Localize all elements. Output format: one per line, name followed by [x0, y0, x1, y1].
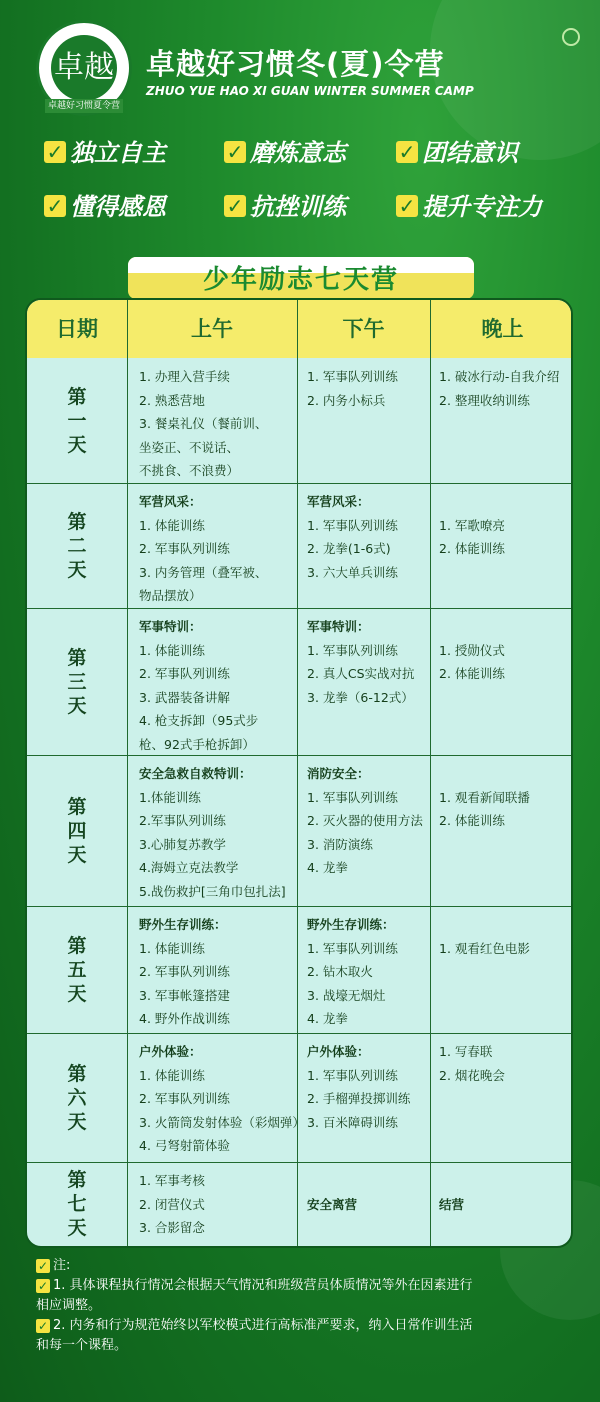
evening-cell [439, 1040, 505, 1087]
day-char: 第 [67, 1062, 87, 1085]
activity-line: 2. 军事队列训练 [139, 666, 230, 682]
header [36, 20, 576, 120]
activity-line: 2. 军事队列训练 [139, 1091, 230, 1107]
activity-line: 2. 体能训练 [439, 666, 505, 682]
activity-line: 2.军事队列训练 [139, 813, 226, 829]
morning-cell [139, 913, 230, 1031]
check-icon: ✓ [44, 195, 66, 217]
activity-line: 3.心肺复苏教学 [139, 836, 226, 852]
day-char: 天 [67, 694, 87, 717]
afternoon-cell [307, 615, 415, 709]
camp-logo [36, 20, 132, 116]
activity-line: 2. 龙拳(1-6式) [307, 541, 391, 557]
activity-line: 3. 龙拳（6-12式） [307, 689, 414, 705]
activity-line: 1. 授勋仪式 [439, 642, 505, 658]
day-char: 一 [67, 409, 87, 432]
column-divider [127, 300, 128, 1246]
day-char: 第 [67, 934, 87, 957]
activity-line: 1.体能训练 [139, 789, 201, 805]
check-icon: ✓ [396, 141, 418, 163]
activity-line [439, 913, 530, 937]
morning-cell [139, 365, 267, 483]
morning-cell [139, 762, 286, 904]
day-char: 二 [67, 534, 87, 557]
header-date: 日期 [56, 317, 98, 341]
activity-line: 1. 军事队列训练 [307, 369, 398, 384]
feature-item: ✓ 独立自主 [44, 133, 166, 168]
morning-cell [139, 1169, 205, 1240]
activity-line: 2. 军事队列训练 [139, 964, 230, 980]
activity-line: 1. 办理入营手续 [139, 369, 230, 384]
activity-line: 军营风采： [307, 494, 370, 509]
row-divider [27, 906, 573, 907]
logo-banner: 卓越好习惯夏令营 [45, 99, 123, 113]
activity-line: 结营 [439, 1196, 465, 1212]
activity-line: 4. 龙拳 [307, 860, 348, 876]
afternoon-cell [307, 1040, 410, 1134]
day-char: 第 [67, 1169, 87, 1191]
activity-line: 1. 体能训练 [139, 517, 205, 533]
activity-line: 野外生存训练： [307, 917, 395, 932]
check-icon: ✓ [37, 1259, 49, 1273]
activity-line: 2. 熟悉营地 [139, 392, 205, 408]
feature-item: ✓ 磨炼意志 [224, 133, 346, 168]
program-badge [128, 257, 474, 299]
activity-line: 3. 火箭筒发射体验（彩烟弹） [139, 1114, 305, 1130]
activity-line: 1. 军事队列训练 [307, 517, 398, 533]
day-char: 天 [67, 982, 87, 1005]
activity-line: 3. 合影留念 [139, 1220, 205, 1236]
day-char: 第 [67, 646, 87, 669]
row-divider [27, 483, 573, 484]
afternoon-cell [307, 1169, 357, 1216]
schedule-table [25, 298, 573, 1248]
day-char: 天 [67, 843, 87, 866]
afternoon-cell [307, 490, 398, 584]
activity-line: 3. 军事帐篷搭建 [139, 987, 230, 1003]
activity-line: 4. 龙拳 [307, 1011, 348, 1027]
check-icon: ✓ [37, 1279, 49, 1293]
activity-line: 3. 百米障碍训练 [307, 1114, 398, 1130]
row-divider [27, 1033, 573, 1034]
table-header [27, 300, 573, 358]
check-icon: ✓ [224, 141, 246, 163]
activity-line: 5.战伤救护[三角巾包扎法] [139, 883, 286, 899]
day-char: 三 [67, 670, 87, 693]
afternoon-cell [307, 762, 423, 880]
feature-item: ✓ 抗挫训练 [224, 187, 346, 222]
day-char: 天 [67, 1217, 87, 1239]
column-divider [430, 300, 431, 1246]
note-item: ✓ 1. 具体课程执行情况会根据天气情况和班级营员体质情况等外在因素进行 [37, 1278, 473, 1293]
activity-line: 1. 军事队列训练 [307, 1067, 398, 1083]
notes-title: ✓ 注: [37, 1258, 71, 1273]
check-icon: ✓ [37, 1319, 49, 1333]
activity-line: 1. 军事队列训练 [307, 642, 398, 658]
activity-line: 2. 闭营仪式 [139, 1196, 205, 1212]
activity-line: 消防安全： [307, 766, 370, 781]
activity-line: 1. 写春联 [439, 1044, 493, 1059]
row-divider [27, 608, 573, 609]
afternoon-cell [307, 913, 398, 1031]
activity-line: 军事特训： [139, 619, 202, 634]
evening-cell [439, 913, 530, 960]
page-title: 卓越好习惯冬(夏)令营 [146, 47, 445, 81]
day-char: 第 [67, 795, 87, 818]
activity-line: 不挑食、不浪费） [139, 463, 240, 479]
day-char: 五 [67, 958, 87, 981]
day-char: 天 [67, 558, 87, 581]
activity-line: 1. 军事队列训练 [307, 789, 398, 805]
activity-line: 4. 弓弩射箭体验 [139, 1138, 230, 1154]
activity-line: 2. 体能训练 [439, 813, 505, 829]
day-label [27, 795, 127, 867]
check-icon: ✓ [224, 195, 246, 217]
day-label [27, 934, 127, 1006]
activity-line: 枪、92式手枪拆卸） [139, 736, 255, 752]
activity-line: 1. 军歌嘹亮 [439, 517, 505, 533]
activity-line: 1. 军事考核 [139, 1173, 205, 1188]
evening-cell [439, 762, 530, 833]
day-char: 第 [67, 385, 87, 408]
day-label [27, 510, 127, 582]
activity-line: 2. 体能训练 [439, 541, 505, 557]
activity-line [439, 615, 505, 639]
day-char: 天 [67, 433, 87, 456]
activity-line: 2. 烟花晚会 [439, 1067, 505, 1083]
activity-line: 2. 真人CS实战对抗 [307, 666, 415, 682]
header-morning: 上午 [191, 317, 233, 341]
activity-line [439, 762, 530, 786]
activity-line [307, 1169, 357, 1193]
activity-line: 1. 观看红色电影 [439, 940, 530, 956]
activity-line: 1. 观看新闻联播 [439, 789, 530, 805]
header-evening: 晚上 [481, 317, 524, 341]
activity-line: 3. 内务管理（叠军被、 [139, 564, 268, 580]
activity-line: 3. 战壕无烟灶 [307, 987, 386, 1003]
activity-line: 1. 体能训练 [139, 940, 205, 956]
morning-cell [139, 490, 267, 608]
morning-cell [139, 615, 258, 757]
row-divider [27, 1162, 573, 1163]
day-char: 六 [67, 1086, 87, 1109]
activity-line: 坐姿正、不说话、 [139, 439, 240, 455]
activity-line: 物品摆放） [139, 588, 202, 604]
feature-item: ✓ 团结意识 [396, 133, 518, 168]
logo-emblem: 卓越 [51, 35, 117, 101]
day-char: 七 [67, 1193, 87, 1215]
evening-cell [439, 1169, 464, 1216]
activity-line: 军营风采： [139, 494, 202, 509]
program-title: 少年励志七天营 [202, 265, 399, 295]
activity-line: 2. 军事队列训练 [139, 541, 230, 557]
activity-line: 3. 餐桌礼仪（餐前训、 [139, 416, 268, 432]
page-subtitle: ZHUO YUE HAO XI GUAN WINTER SUMMER CAMP [146, 84, 474, 98]
activity-line: 4.海姆立克法教学 [139, 860, 239, 876]
evening-cell [439, 490, 505, 561]
activity-line: 1. 体能训练 [139, 1067, 205, 1083]
activity-line [439, 490, 505, 514]
activity-line: 2. 手榴弹投掷训练 [307, 1091, 411, 1107]
note-item-cont: 和每一个课程。 [36, 1338, 128, 1353]
day-label [27, 1062, 127, 1134]
header-afternoon: 下午 [342, 317, 385, 341]
morning-cell [139, 1040, 305, 1158]
activity-line: 1. 体能训练 [139, 642, 205, 658]
activity-line: 4. 枪支拆卸（95式步 [139, 713, 259, 729]
activity-line: 3. 武器装备讲解 [139, 689, 230, 705]
activity-line: 2. 整理收纳训练 [439, 392, 530, 408]
feature-item: ✓ 懂得感恩 [44, 187, 166, 222]
note-item: ✓ 2. 内务和行为规范始终以军校模式进行高标准严要求，纳入日常作训生活 [37, 1318, 473, 1333]
day-char: 第 [67, 510, 87, 533]
notes-section [36, 1256, 576, 1356]
check-icon: ✓ [44, 141, 66, 163]
note-item-cont: 相应调整。 [36, 1298, 102, 1313]
day-label [27, 1168, 127, 1240]
feature-item: ✓ 提升专注力 [396, 187, 542, 222]
activity-line: 安全急救自救特训： [139, 766, 252, 781]
activity-line: 1. 破冰行动-自我介绍 [439, 369, 560, 384]
activity-line: 3. 六大单兵训练 [307, 564, 398, 580]
day-label [27, 646, 127, 718]
activity-line: 野外生存训练： [139, 917, 227, 932]
afternoon-cell [307, 365, 398, 412]
day-char: 四 [67, 819, 87, 842]
activity-line: 户外体验： [139, 1044, 202, 1059]
activity-line: 3. 消防演练 [307, 836, 373, 852]
evening-cell [439, 365, 559, 412]
activity-line: 安全离营 [307, 1196, 358, 1212]
activity-line [439, 1169, 464, 1193]
evening-cell [439, 615, 505, 686]
day-char: 天 [67, 1110, 87, 1133]
activity-line: 2. 钻木取火 [307, 964, 373, 980]
row-divider [27, 755, 573, 756]
activity-line: 4. 野外作战训练 [139, 1011, 230, 1027]
check-icon: ✓ [396, 195, 418, 217]
day-label [27, 385, 127, 457]
activity-line: 2. 灭火器的使用方法 [307, 813, 423, 829]
activity-line: 1. 军事队列训练 [307, 940, 398, 956]
activity-line: 户外体验： [307, 1044, 370, 1059]
activity-line: 军事特训： [307, 619, 370, 634]
activity-line: 2. 内务小标兵 [307, 392, 386, 408]
